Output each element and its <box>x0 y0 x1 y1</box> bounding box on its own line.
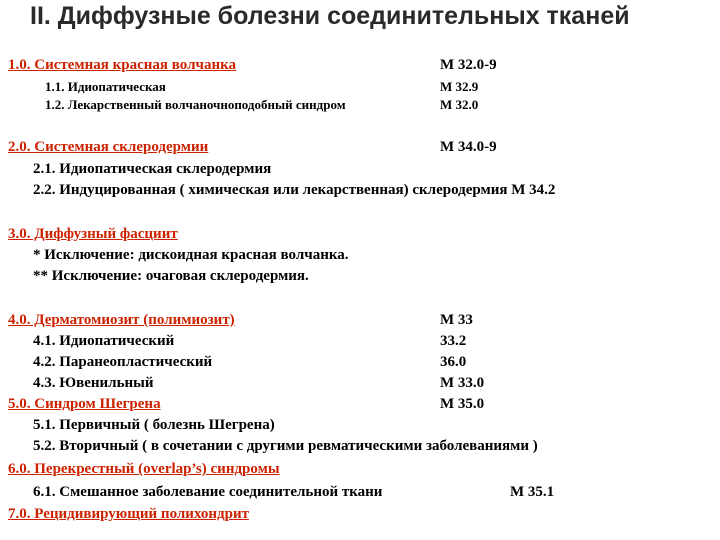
section-4-item-2: 4.2. Паранеопластический <box>33 354 213 370</box>
section-2-item-1: 2.1. Идиопатическая склеродермия <box>33 161 272 177</box>
section-1-item-2-code: М 32.0 <box>440 97 479 112</box>
page-title: II. Диффузные болезни соединительных тканей <box>30 2 630 30</box>
section-4-item-1-code: 33.2 <box>440 333 467 349</box>
section-1-heading: 1.0. Системная красная волчанка <box>8 57 237 73</box>
section-2-item-2: 2.2. Индуцированная ( химическая или лекарственная) склеродермия М 34.2 <box>33 182 556 198</box>
section-6-item-1: 6.1. Смешанное заболевание соединительной ткани <box>33 484 383 500</box>
section-1-item-1-code: М 32.9 <box>440 79 479 94</box>
section-1-code: М 32.0-9 <box>440 57 497 73</box>
section-5-item-2: 5.2. Вторичный ( в сочетании с другими ревматическими заболеваниями ) <box>33 438 538 454</box>
section-4-heading: 4.0. Дерматомиозит (полимиозит) <box>8 312 235 328</box>
section-5-code: М 35.0 <box>440 396 485 412</box>
section-4-code: М 33 <box>440 312 473 328</box>
section-1-item-2: 1.2. Лекарственный волчаночноподобный синдром <box>45 97 346 112</box>
section-3-item-2: ** Исключение: очаговая склеродермия. <box>33 268 309 284</box>
section-4-item-1: 4.1. Идиопатический <box>33 333 175 349</box>
section-2-heading: 2.0. Системная склеродермии <box>8 139 209 155</box>
section-4-item-2-code: 36.0 <box>440 354 467 370</box>
section-6-item-1-code: М 35.1 <box>510 484 555 500</box>
section-2-code: М 34.0-9 <box>440 139 497 155</box>
section-5-heading: 5.0. Синдром Шегрена <box>8 396 161 412</box>
section-6-heading: 6.0. Перекрестный (overlap’s) синдромы <box>8 461 280 477</box>
section-3-item-1: * Исключение: дискоидная красная волчанка. <box>33 247 349 263</box>
section-1-item-1: 1.1. Идиопатическая <box>45 79 166 94</box>
section-5-item-1: 5.1. Первичный ( болезнь Шегрена) <box>33 417 275 433</box>
section-7-heading: 7.0. Рецидивирующий полихондрит <box>8 506 249 522</box>
section-4-item-3: 4.3. Ювенильный <box>33 375 154 391</box>
section-4-item-3-code: М 33.0 <box>440 375 485 391</box>
section-3-heading: 3.0. Диффузный фасциит <box>8 226 178 242</box>
